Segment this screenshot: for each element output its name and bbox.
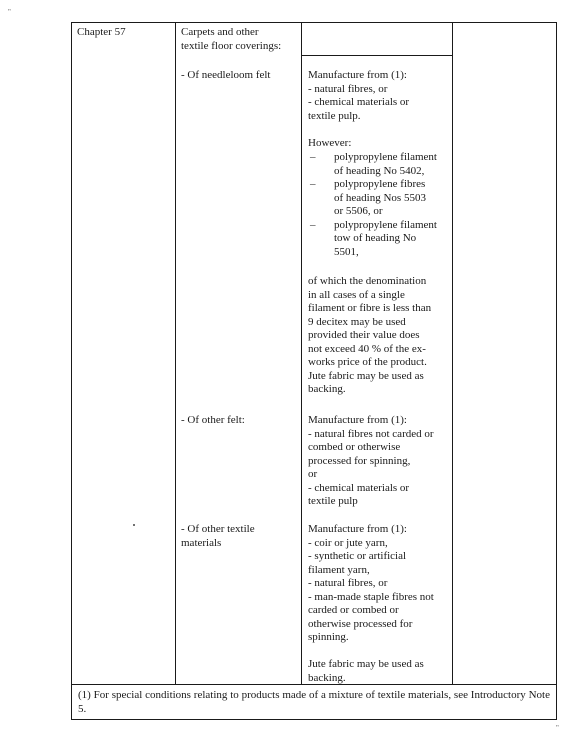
column-divider-2 (301, 23, 302, 684)
needleloom-however: However: (308, 137, 352, 149)
column-divider-3 (452, 23, 453, 684)
column-divider-1 (175, 23, 176, 684)
other-textile-label: - Of other textile materials (181, 523, 255, 549)
needleloom-exceptions (308, 151, 452, 259)
exception-item: – polypropylene fibres of heading Nos 5503 or 5506, or (310, 178, 426, 217)
needleloom-rule-tail: of which the denomination in all cases of a single filament or fibre is less than 9 decitex may be used provided their value does not exceed 40 % of the ex- works price of the product. Jute fabric may be used as backing. (308, 275, 432, 395)
exception-item: – polypropylene filament of heading No 5402, (310, 151, 437, 177)
needleloom-label: - Of needleloom felt (181, 69, 271, 81)
stray-dot (133, 524, 135, 526)
chapter-heading: Chapter 57 (77, 26, 126, 38)
corner-mark-bottom: " (556, 724, 560, 732)
corner-mark-top: " (8, 8, 12, 16)
dash-marker: – (310, 151, 316, 163)
exception-item: – polypropylene filament tow of heading No 5501, (310, 218, 437, 258)
footnote: (1) For special conditions relating to products made of a mixture of textile materials, see Introductory Note 5. (71, 684, 557, 720)
dash-marker: – (310, 178, 316, 190)
header-underline (301, 55, 452, 56)
other-textile-rule-tail: Jute fabric may be used as backing. (308, 658, 424, 684)
other-felt-label: - Of other felt: (181, 414, 245, 426)
rules-table (71, 22, 557, 684)
other-textile-rule: Manufacture from (1): - coir or jute yarn, - synthetic or artificial filament yarn, - natural fibres, or - man-made staple fibres not carded or combed or otherwise processed for spinning. (308, 523, 434, 643)
other-felt-rule: Manufacture from (1): - natural fibres not carded or combed or otherwise processed for spinning, or - chemical materials or textile pulp (308, 414, 434, 507)
dash-marker: – (310, 218, 316, 231)
chapter-description: Carpets and other textile floor coverings: (181, 26, 282, 52)
needleloom-rule-intro: Manufacture from (1): - natural fibres, or - chemical materials or textile pulp. (308, 69, 410, 122)
